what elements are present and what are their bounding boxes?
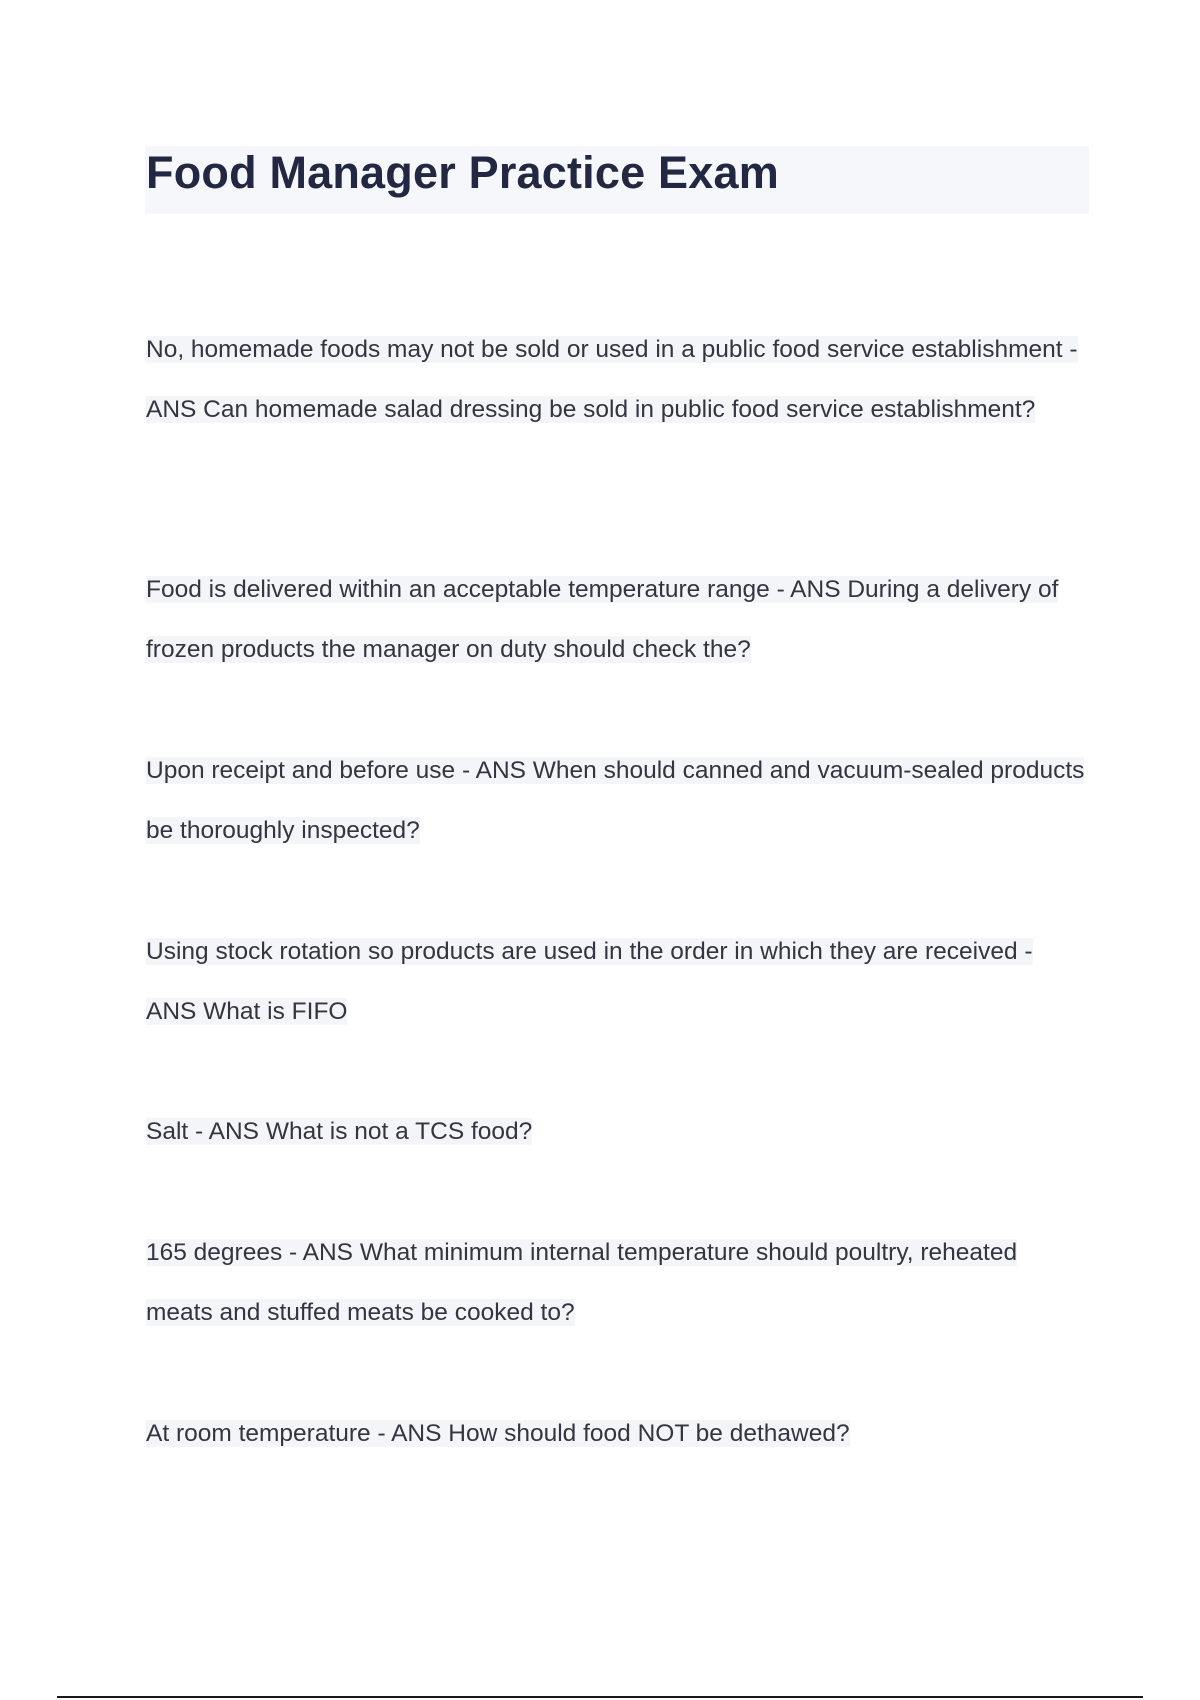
page-title: Food Manager Practice Exam (146, 147, 779, 198)
footer-divider (57, 1696, 1143, 1698)
qa-entry-text: No, homemade foods may not be sold or used in a public food service establishment - ANS Can homemade salad dressing be sold in public food service establishment? (146, 336, 1078, 423)
qa-entry-text: Food is delivered within an acceptable temperature range - ANS During a delivery of frozen products the manager on duty should check the? (146, 576, 1059, 663)
qa-entry-text: Upon receipt and before use - ANS When should canned and vacuum-sealed products be thoroughly inspected? (146, 757, 1085, 844)
qa-entry-4 (146, 922, 1086, 1042)
qa-entry-text: At room temperature - ANS How should food NOT be dethawed? (146, 1420, 850, 1447)
qa-entry-1 (146, 320, 1086, 440)
qa-entry-2 (146, 560, 1086, 680)
qa-entry-3 (146, 741, 1086, 861)
qa-entry-6 (146, 1223, 1086, 1343)
qa-entry-text: Salt - ANS What is not a TCS food? (146, 1118, 533, 1145)
qa-entry-text: 165 degrees - ANS What minimum internal temperature should poultry, reheated meats and stuffed meats be cooked to? (146, 1239, 1018, 1326)
qa-entry-7 (146, 1404, 1086, 1464)
qa-entry-5 (146, 1102, 1086, 1162)
qa-entry-text: Using stock rotation so products are used in the order in which they are received - ANS What is FIFO (146, 938, 1033, 1025)
